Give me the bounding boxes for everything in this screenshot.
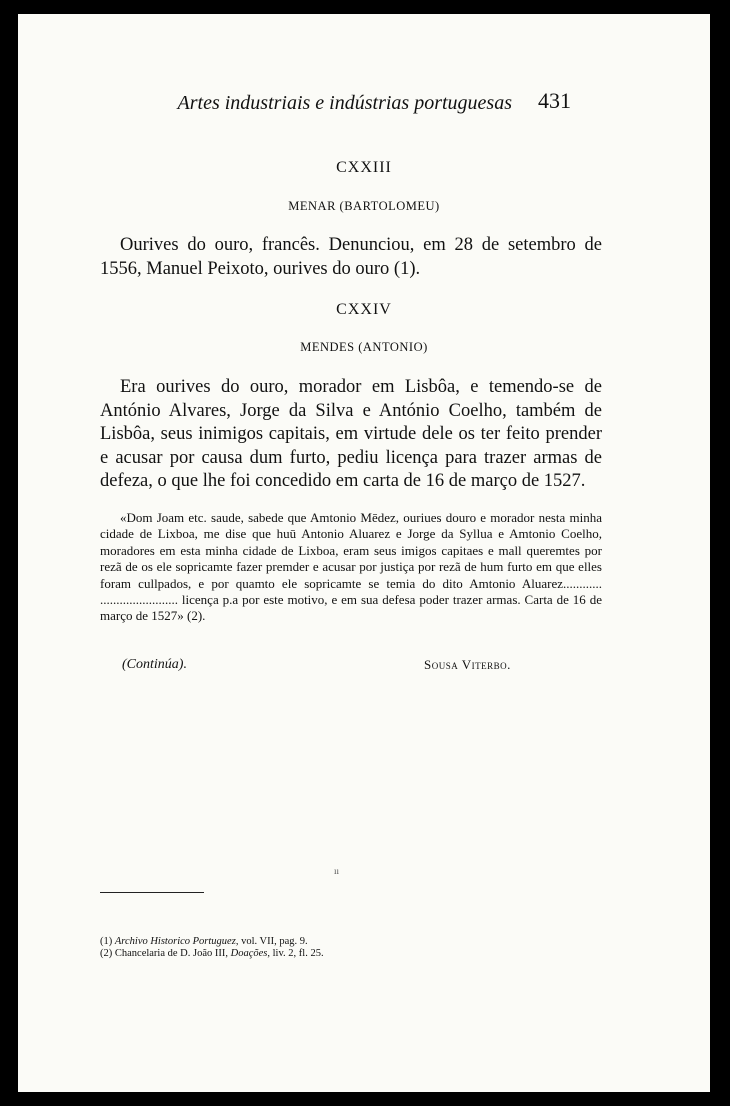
section-name: MENAR (BARTOLOMEU) bbox=[288, 199, 440, 213]
ornament-mark: ıı bbox=[334, 866, 340, 876]
continua-note: (Continúa). bbox=[122, 657, 187, 672]
paragraph-text: Era ourives do ouro, morador em Lisbôa, e temendo-se de António Alvares, Jorge da Silva e António Coelho, também de Lisbôa, seus inimigos capitais, em virtude dele os ter feito prender e acusar por causa dum furto, pediu licença para trazer armas de defeza, o que lhe foi concedido em carta de 16 de março de 1527. bbox=[100, 377, 602, 491]
document-page bbox=[18, 14, 710, 1092]
paragraph-text: Ourives do ouro, francês. Denunciou, em 28 de setembro de 1556, Manuel Peixoto, ourives do ouro (1). bbox=[100, 235, 602, 279]
author-signature: Sousa Viterbo. bbox=[424, 657, 511, 672]
footnote-1: (1) Archivo Historico Portuguez, vol. VII, pag. 9. bbox=[100, 936, 308, 947]
paragraph bbox=[100, 234, 602, 281]
footnotes bbox=[100, 936, 324, 960]
page-number: 431 bbox=[538, 88, 571, 113]
running-title: Artes industriais e indústrias portuguesas bbox=[177, 92, 512, 114]
footnote-divider bbox=[100, 892, 204, 893]
section-number: CXXIII bbox=[336, 159, 392, 176]
paragraph bbox=[100, 376, 602, 494]
quotation-block bbox=[100, 510, 602, 625]
footnote-2: (2) Chancelaria de D. João III, Doações, liv. 2, fl. 25. bbox=[100, 948, 324, 959]
quotation-text: «Dom Joam etc. saude, sabede que Amtonio Mēdez, ouriues douro e morador nesta minha cidade de Lixboa, me dise que huū Antonio Aluarez e Jorge da Syllua e Amtonio Coelho, moradores em esta minha cidade de Lixboa, eram seus imigos capitaes e mall queremtes por rezã de os ele sopricamte fazer premder e acusar por justiça por rezã de hum furto em que elles foram cullpados, e por quamto ele sopricamte se temia do dito Amtonio Aluarez............ ........................ licença p.a por este motivo, e em sua defesa poder trazer armas. Carta de 16 de março de 1527» (2). bbox=[100, 510, 602, 624]
section-number: CXXIV bbox=[336, 301, 392, 318]
section-name: MENDES (ANTONIO) bbox=[300, 340, 428, 354]
